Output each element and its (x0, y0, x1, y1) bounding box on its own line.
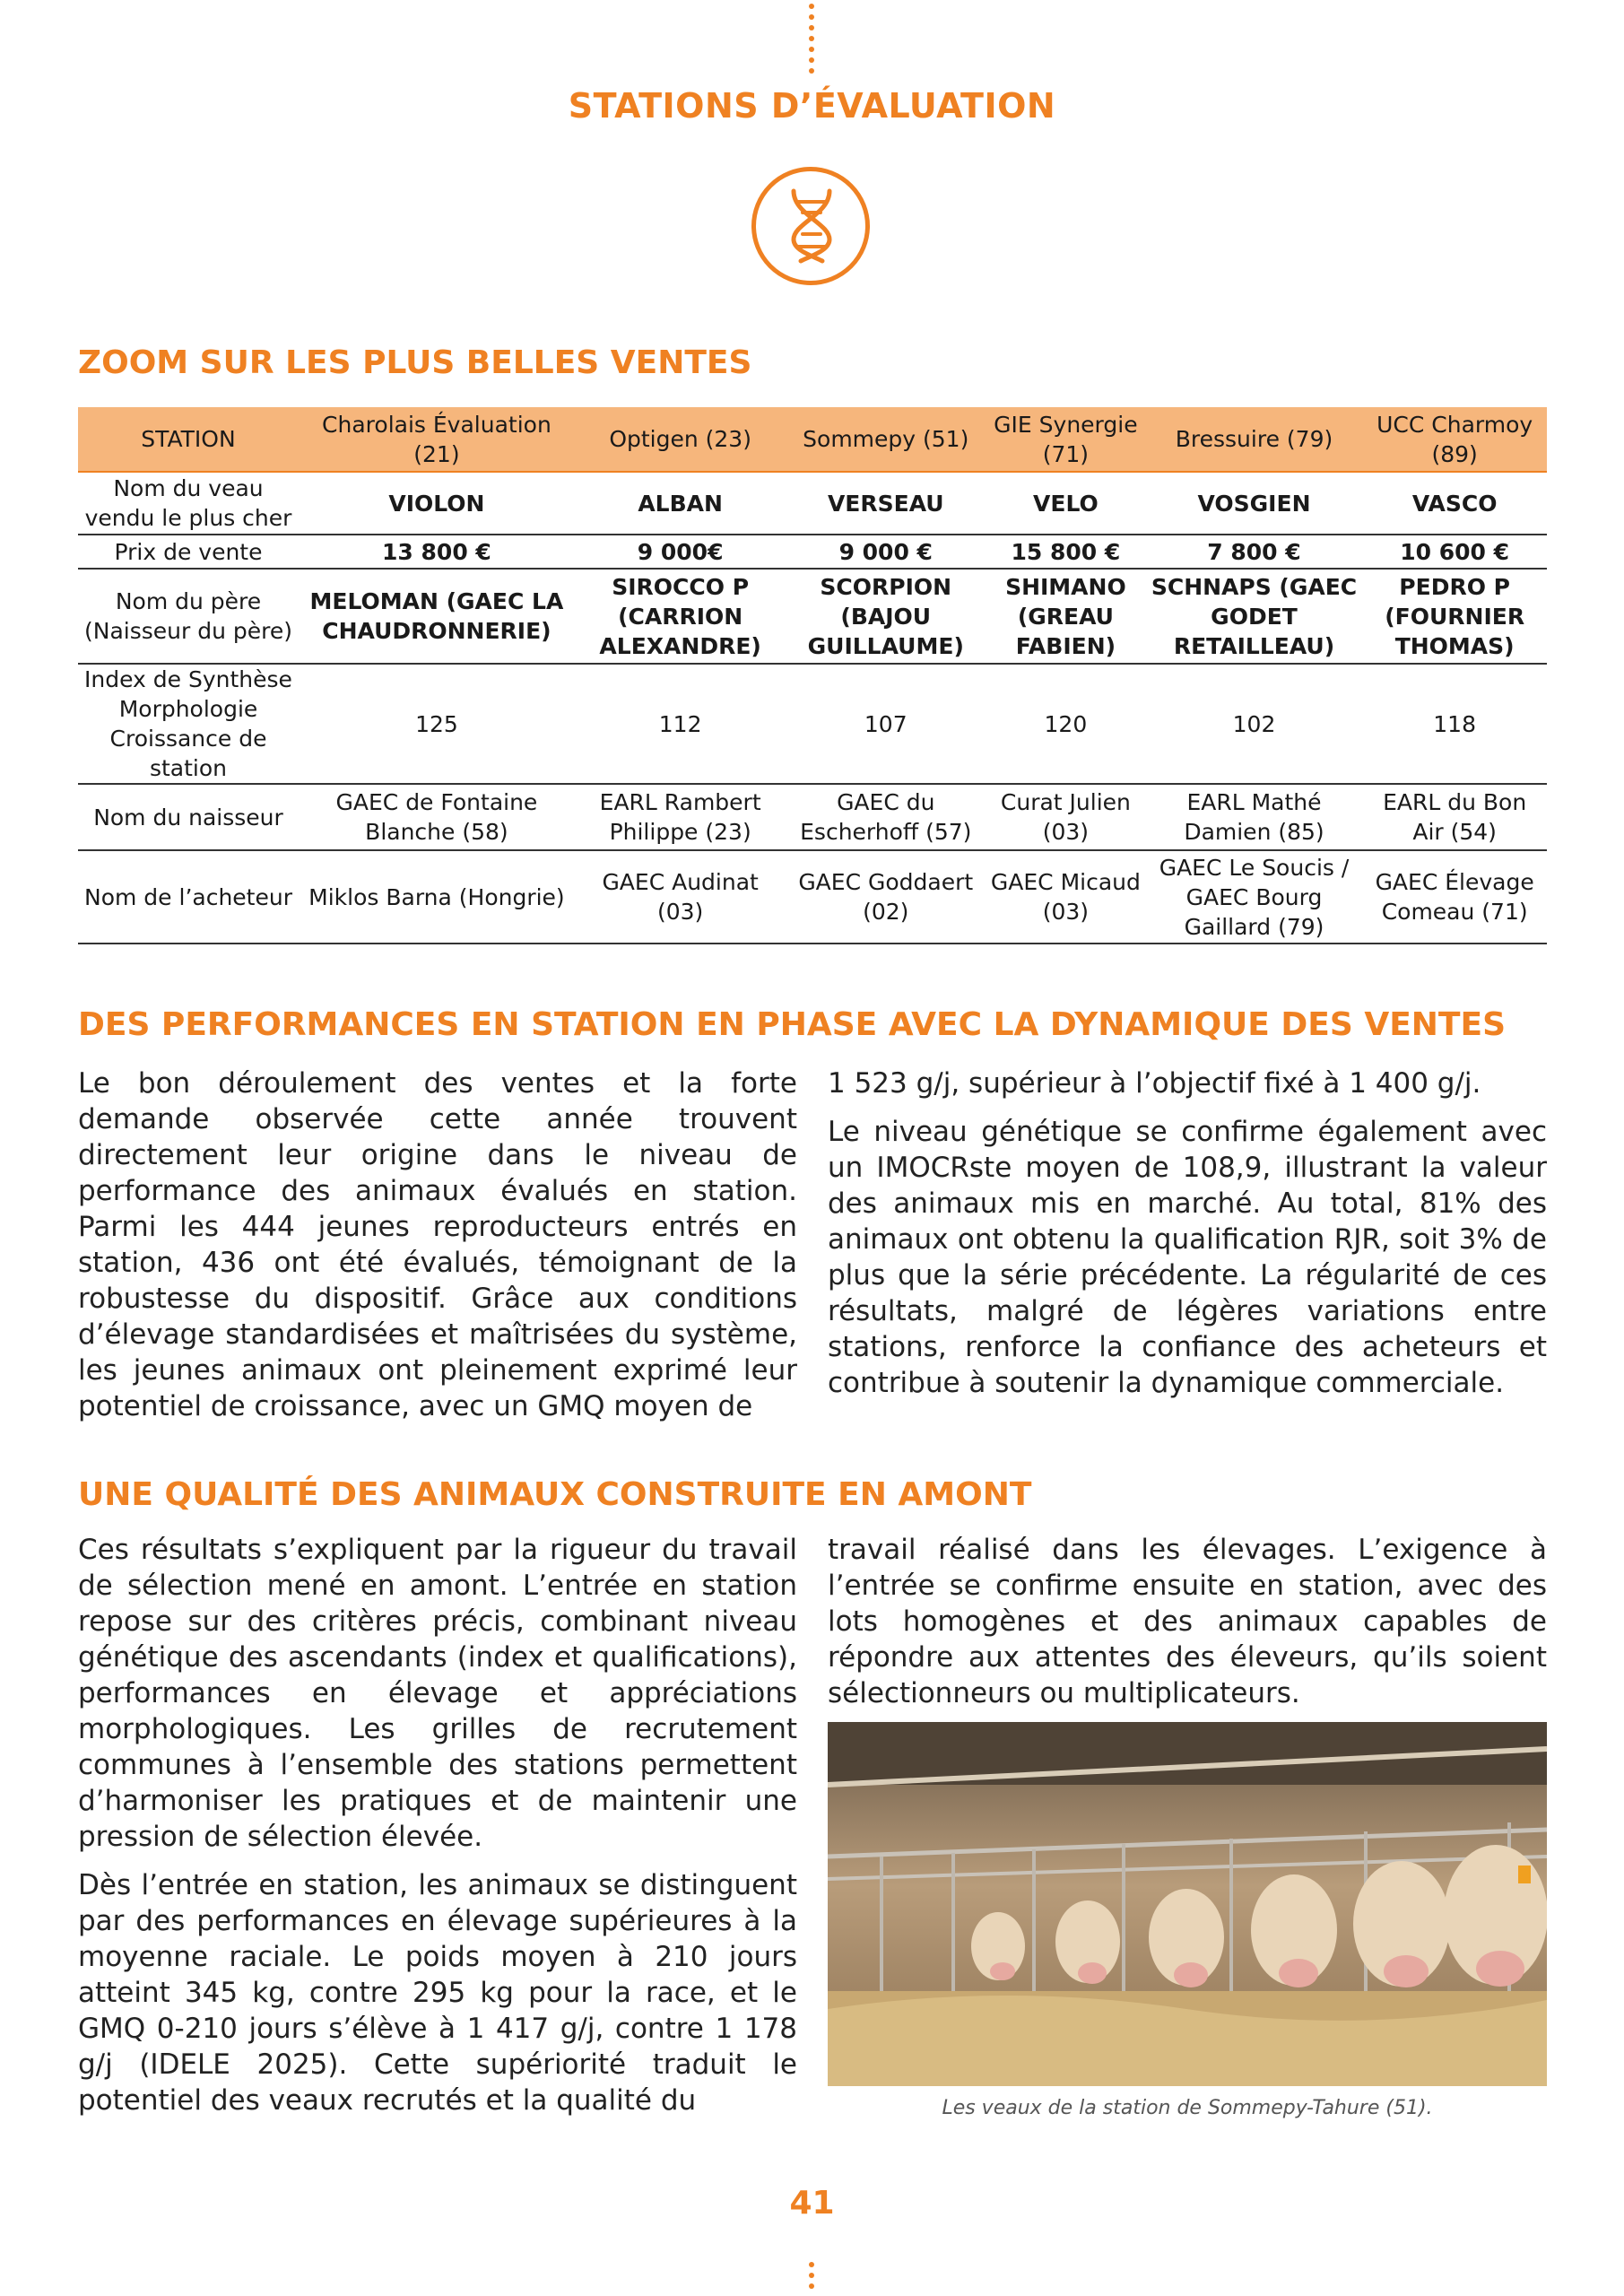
paragraph: Ces résultats s’expliquent par la rigueur du travail de sélection mené en amont. L’entrée en station repose sur des critères précis, combinant niveau génétique des ascendants (index et qualifications), performances en élevage et appréciations morphologiques. Les grilles de recrutement communes à l’ensemble des stations permettent d’harmoniser les pratiques et de maintenir une pression de sélection élevée. (78, 1534, 797, 1853)
table-cell: 9 000 € (786, 535, 986, 569)
sales-table (78, 407, 1547, 944)
table-header-cell: Sommepy (51) (786, 407, 986, 472)
page-number: 41 (789, 2185, 835, 2222)
table-cell: SCHNAPS (GAEC GODET RETAILLEAU) (1146, 569, 1363, 664)
page-title: STATIONS D’ÉVALUATION (568, 86, 1056, 126)
table-cell: PEDRO P (FOURNIER THOMAS) (1362, 569, 1547, 664)
paragraph: Dès l’entrée en station, les animaux se distinguent par des performances en élevage supérieures à la moyenne raciale. Le poids moyen à 210 jours atteint 345 kg, contre 295 kg pour la race, et le GMQ 0-210 jours s’élève à 1 417 g/j, contre 1 178 g/j (IDELE 2025). Cette supériorité traduit le potentiel des veaux recrutés et la qualité du (78, 1869, 797, 2117)
table-cell: 15 800 € (986, 535, 1146, 569)
table-row (78, 850, 1547, 944)
table-header-cell: Bressuire (79) (1146, 407, 1363, 472)
table-cell: GAEC Élevage Comeau (71) (1362, 850, 1547, 944)
table-cell: VIOLON (299, 472, 575, 535)
table-cell: GAEC Goddaert (02) (786, 850, 986, 944)
table-row (78, 535, 1547, 569)
table-cell: 9 000€ (575, 535, 786, 569)
row-label: Index de Synthèse Morphologie Croissance de station (78, 664, 299, 784)
table-cell: MELOMAN (GAEC LA CHAUDRONNERIE) (299, 569, 575, 664)
performance-section-title: DES PERFORMANCES EN STATION EN PHASE AVEC LA DYNAMIQUE DES VENTES (78, 1006, 1506, 1043)
paragraph: 1 523 g/j, supérieur à l’objectif fixé à 1 400 g/j. (828, 1067, 1481, 1100)
row-label: Nom de l’acheteur (78, 850, 299, 944)
table-cell: 107 (786, 664, 986, 784)
table-cell: 10 600 € (1362, 535, 1547, 569)
table-cell: 13 800 € (299, 535, 575, 569)
table-cell: GAEC Le Soucis / GAEC Bourg Gaillard (79) (1146, 850, 1363, 944)
photo-caption: Les veaux de la station de Sommepy-Tahure (51). (942, 2097, 1433, 2119)
table-cell: ALBAN (575, 472, 786, 535)
table-cell: EARL du Bon Air (54) (1362, 784, 1547, 850)
table-row (78, 664, 1547, 784)
table-cell: VELO (986, 472, 1146, 535)
table-cell: SIROCCO P (CARRION ALEXANDRE) (575, 569, 786, 664)
table-cell: GAEC Micaud (03) (986, 850, 1146, 944)
table-row (78, 472, 1547, 535)
table-header-row (78, 407, 1547, 472)
paragraph: Le niveau génétique se confirme également avec un IMOCRste moyen de 108,9, illustrant la valeur des animaux mis en marché. Au total, 81% des animaux ont obtenu la qualification RJR, soit 3% de plus que la série précédente. La régularité de ces résultats, malgré de légères variations entre stations, renforce la confiance des acheteurs et contribue à soutenir la dynamique commerciale. (828, 1116, 1547, 1399)
quality-section-title: UNE QUALITÉ DES ANIMAUX CONSTRUITE EN AMONT (78, 1476, 1032, 1513)
table-cell: EARL Rambert Philippe (23) (575, 784, 786, 850)
zoom-section-title: ZOOM SUR LES PLUS BELLES VENTES (78, 344, 752, 381)
table-row (78, 784, 1547, 850)
table-cell: 102 (1146, 664, 1363, 784)
table-cell: 125 (299, 664, 575, 784)
table-cell: 7 800 € (1146, 535, 1363, 569)
table-cell: SHIMANO (GREAU FABIEN) (986, 569, 1146, 664)
table-header-cell: UCC Charmoy (89) (1362, 407, 1547, 472)
table-header-cell: GIE Synergie (71) (986, 407, 1146, 472)
table-cell: 120 (986, 664, 1146, 784)
table-cell: 118 (1362, 664, 1547, 784)
dna-icon (751, 167, 870, 285)
row-label: Nom du naisseur (78, 784, 299, 850)
table-cell: Curat Julien (03) (986, 784, 1146, 850)
table-cell: SCORPION (BAJOU GUILLAUME) (786, 569, 986, 664)
table-cell: EARL Mathé Damien (85) (1146, 784, 1363, 850)
row-label: Prix de vente (78, 535, 299, 569)
table-cell: GAEC du Escherhoff (57) (786, 784, 986, 850)
table-cell: GAEC Audinat (03) (575, 850, 786, 944)
row-label: Nom du veau vendu le plus cher (78, 472, 299, 535)
table-header-cell: Charolais Évaluation (21) (299, 407, 575, 472)
paragraph: travail réalisé dans les élevages. L’exigence à l’entrée se confirme ensuite en station, avec des lots homogènes et des animaux capables de répondre aux attentes des éleveurs, qu’ils soient sélectionneurs ou multiplicateurs. (828, 1534, 1547, 1709)
table-row (78, 569, 1547, 664)
table-header-cell: STATION (78, 407, 299, 472)
table-cell: VASCO (1362, 472, 1547, 535)
quality-right-column (828, 1532, 1547, 1724)
table-cell: Miklos Barna (Hongrie) (299, 850, 575, 944)
table-cell: VERSEAU (786, 472, 986, 535)
performance-right-column (828, 1065, 1547, 1413)
table-header-cell: Optigen (23) (575, 407, 786, 472)
table-cell: 112 (575, 664, 786, 784)
performance-left-column (78, 1065, 797, 1437)
quality-left-column (78, 1532, 797, 2131)
paragraph: Le bon déroulement des ventes et la forte demande observée cette année trouvent directement leur origine dans le niveau de performance des animaux évalués en station. Parmi les 444 jeunes reproducteurs entrés en station, 436 ont été évalués, témoignant de la robustesse du dispositif. Grâce aux conditions d’élevage standardisées et maîtrisées du système, les jeunes animaux ont pleinement exprimé leur potentiel de croissance, avec un GMQ moyen de (78, 1067, 797, 1422)
table-cell: GAEC de Fontaine Blanche (58) (299, 784, 575, 850)
row-label: Nom du père (Naisseur du père) (78, 569, 299, 664)
table-cell: VOSGIEN (1146, 472, 1363, 535)
calves-photo (828, 1722, 1547, 2086)
